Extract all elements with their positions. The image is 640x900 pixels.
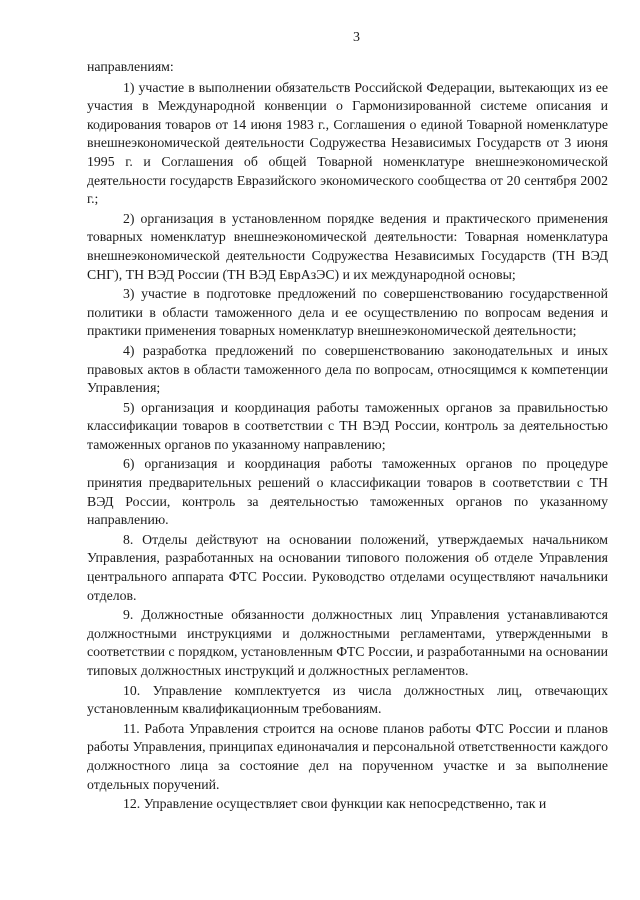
paragraph-item-6: 6) организация и координация работы таможенных органов по процедуре принятия предварительных решений о классификации товаров в соответствии с ТН ВЭД России, контроль за деятельностью таможенных органов по указанному направлению. [87,456,608,528]
paragraph-item-1: 1) участие в выполнении обязательств Российской Федерации, вытекающих из ее участия в Международной конвенции о Гармонизированной системе описания и кодирования товаров от 14 июня 1983 г., Соглашения о единой Товарной номенклатуре внешнеэкономической деятельности Содружества Независимых Государств от 3 июня 1995 г. и Соглашения об общей Товарной номенклатуре внешнеэкономической деятельности государств Евразийского экономического сообщества от 20 сентября 2002 г.; [87,79,608,207]
paragraph-continuation: направлениям: [87,59,174,74]
paragraph-item-5: 5) организация и координация работы таможенных органов за правильностью классификации товаров в соответствии с ТН ВЭД России, контроль за деятельностью таможенных органов по указанному направлению; [87,399,608,452]
paragraph-clause-9: 9. Должностные обязанности должностных лиц Управления устанавливаются должностными инструкциями и должностными регламентами, утвержденными в соответствии с порядком, установленным ФТС России, и разработанными на основании типовых должностных инструкций и должностных регламентов. [87,607,608,678]
paragraph-item-3: 3) участие в подготовке предложений по совершенствованию государственной политики в области таможенного дела и ее осуществлению по вопросам ведения и практики применения товарных номенклатур внешнеэкономической деятельности; [87,286,608,339]
paragraph-item-4: 4) разработка предложений по совершенствованию законодательных и иных правовых актов в области таможенного дела по вопросам, относящимся к компетенции Управления; [87,342,608,396]
page-number: 3 [353,30,360,45]
paragraph-clause-11: 11. Работа Управления строится на основе планов работы ФТС России и планов работы Управления, принципах единоначалия и персональной ответственности каждого должностного лица за состояние дел на порученном участке и за выполнение отдельных поручений. [87,720,608,792]
paragraph-item-2: 2) организация в установленном порядке ведения и практического применения товарных номенклатур внешнеэкономической деятельности: Товарная номенклатура внешнеэкономической деятельности Содружества Независимых Государств (ТН ВЭД СНГ), ТН ВЭД России (ТН ВЭД ЕврАзЭС) и их международной основы; [87,210,608,282]
paragraph-clause-10: 10. Управление комплектуется из числа должностных лиц, отвечающих установленным квалификационным требованиям. [87,682,608,717]
paragraph-clause-12: 12. Управление осуществляет свои функции как непосредственно, так и [123,796,547,812]
paragraph-clause-8: 8. Отделы действуют на основании положений, утверждаемых начальником Управления, разработанных на основании типового положения об отделе Управления центрального аппарата ФТС России. Руководство отделами осуществляют начальники отделов. [87,531,608,603]
